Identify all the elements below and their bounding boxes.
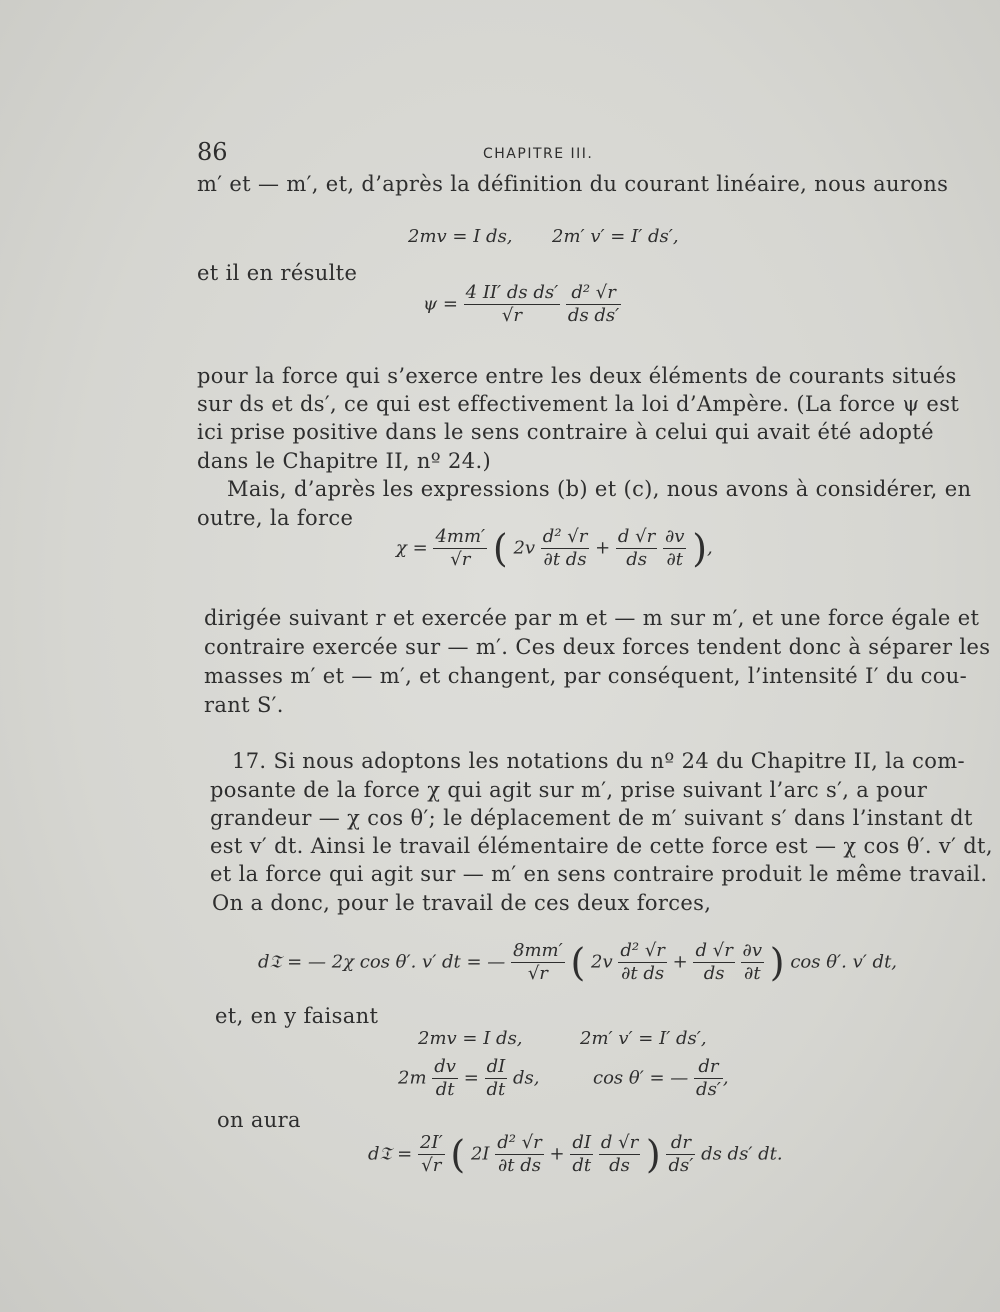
plus-sign: + <box>595 537 611 559</box>
fraction <box>511 940 565 985</box>
fraction <box>495 1132 544 1177</box>
numerator: 4 II′ ds ds′ <box>465 282 559 303</box>
equation-7 <box>368 1132 783 1177</box>
denominator: ∂t ds <box>543 549 587 570</box>
denominator: ds′ <box>696 1079 721 1100</box>
denominator: ∂t ds <box>498 1155 542 1176</box>
fraction <box>663 526 686 571</box>
eq-end: , <box>722 1067 729 1089</box>
equation-1a: 2mv = I ds, <box>408 226 513 247</box>
text-line: dans le Chapitre II, nº 24.) <box>197 449 492 473</box>
eq-lhs: d𝔗 = <box>368 1143 413 1165</box>
text-line: dirigée suivant r et exercée par m et — m sur m′, et une force égale et <box>204 606 980 630</box>
denominator: √r <box>527 963 548 984</box>
eq-end: , <box>707 537 713 559</box>
text-line: et la force qui agit sur — m′ en sens contraire produit le même travail. <box>210 862 988 886</box>
eq-term: 2v <box>513 537 536 559</box>
denominator: √r <box>421 1155 442 1176</box>
text-line: est v′ dt. Ainsi le travail élémentaire de cette force est — χ cos θ′. v′ dt, <box>210 834 993 858</box>
left-paren: ( <box>492 526 508 571</box>
equation-6 <box>398 1056 729 1101</box>
text-line: Mais, d’après les expressions (b) et (c), nous avons à considérer, en <box>227 477 972 501</box>
right-paren: ) <box>692 526 708 571</box>
numerator: ∂v <box>742 940 763 961</box>
equals-sign: = <box>463 1067 479 1089</box>
numerator: 2I′ <box>420 1132 443 1153</box>
text-line: On a donc, pour le travail de ces deux forces, <box>212 891 712 915</box>
denominator: ∂t <box>666 549 683 570</box>
fraction <box>570 1132 593 1177</box>
right-paren: ) <box>769 940 785 985</box>
eq-term: 2v <box>591 951 613 973</box>
text-line: outre, la force <box>197 506 354 530</box>
eq-lhs: χ = <box>396 537 428 559</box>
eq-term: 2I <box>470 1143 490 1165</box>
text-line: contraire exercée sur — m′. Ces deux forces tendent donc à séparer les <box>204 635 991 659</box>
eq-term: cos θ′ = — <box>592 1067 689 1089</box>
eq-term: ds, <box>513 1067 540 1089</box>
fraction <box>666 1132 695 1177</box>
equation-psi <box>423 282 621 327</box>
eq-end: ds ds′ dt. <box>701 1143 783 1165</box>
fraction <box>616 526 657 571</box>
numerator: ∂v <box>664 526 685 547</box>
equation-work <box>258 940 897 985</box>
denominator: ds′ <box>668 1155 694 1176</box>
text-line: on aura <box>217 1108 301 1132</box>
text-line: rant S′. <box>204 693 284 717</box>
fraction <box>741 940 764 985</box>
denominator: ds ds′ <box>567 305 620 326</box>
denominator: √r <box>501 305 522 326</box>
fraction <box>599 1132 640 1177</box>
denominator: ds <box>609 1155 630 1176</box>
fraction <box>464 282 561 327</box>
text-line: posante de la force χ qui agit sur m′, prise suivant l’arc s′, a pour <box>210 778 928 802</box>
equation-1b: 2m′ v′ = I′ ds′, <box>552 226 679 247</box>
text-line: masses m′ et — m′, et changent, par conséquent, l’intensité I′ du cou- <box>204 664 968 688</box>
numerator: d² √r <box>497 1132 542 1153</box>
page-number: 86 <box>197 138 228 166</box>
numerator: dI <box>570 1132 593 1155</box>
numerator: dv <box>434 1056 456 1077</box>
numerator: dr <box>694 1056 723 1079</box>
numerator: d √r <box>617 526 656 547</box>
denominator: ∂t <box>744 963 761 984</box>
eq-end: cos θ′. v′ dt, <box>790 951 898 973</box>
fraction <box>693 940 734 985</box>
equation-chi <box>396 526 713 571</box>
fraction <box>618 940 667 985</box>
eq-lhs: ψ = <box>423 293 458 315</box>
numerator: d √r <box>600 1132 639 1153</box>
eq-lhs: 2m <box>398 1067 427 1089</box>
eq-lhs: d𝔗 = — 2χ cos θ′. v′ dt = — <box>258 951 506 973</box>
equation-5b: 2m′ v′ = I′ ds′, <box>580 1028 707 1049</box>
section-17-start: 17. Si nous adoptons les notations du nº 24 du Chapitre II, la com- <box>232 749 965 773</box>
fraction <box>566 282 621 327</box>
text-line: sur ds et ds′, ce qui est effectivement la loi d’Ampère. (La force ψ est <box>197 392 960 416</box>
text-line: et il en résulte <box>197 261 358 285</box>
numerator: 4mm′ <box>435 526 486 547</box>
fraction <box>432 1056 458 1101</box>
denominator: dt <box>435 1079 455 1100</box>
running-title: CHAPITRE III. <box>483 146 594 162</box>
equation-5a: 2mv = I ds, <box>418 1028 523 1049</box>
numerator: d² √r <box>566 282 621 305</box>
plus-sign: + <box>672 951 688 973</box>
fraction <box>541 526 590 571</box>
fraction <box>418 1132 445 1177</box>
text-line: et, en y faisant <box>215 1004 379 1028</box>
fraction <box>433 526 487 571</box>
denominator: √r <box>450 549 471 570</box>
denominator: dt <box>486 1079 506 1100</box>
denominator: dt <box>572 1155 592 1176</box>
denominator: ds <box>626 549 647 570</box>
text-line: grandeur — χ cos θ′; le déplacement de m′ suivant s′ dans l’instant dt <box>210 806 973 830</box>
fraction <box>485 1056 508 1101</box>
numerator: dr <box>666 1132 695 1155</box>
text-line: ici prise positive dans le sens contraire à celui qui avait été adopté <box>197 420 934 444</box>
right-paren: ) <box>645 1132 661 1177</box>
numerator: d √r <box>695 940 733 961</box>
left-paren: ( <box>570 940 586 985</box>
fraction <box>694 1056 723 1101</box>
plus-sign: + <box>549 1143 565 1165</box>
numerator: dI <box>485 1056 508 1079</box>
denominator: ds <box>703 963 725 984</box>
numerator: d² √r <box>542 526 588 547</box>
numerator: d² √r <box>620 940 665 961</box>
text-line: pour la force qui s’exerce entre les deux éléments de courants situés <box>197 364 957 388</box>
numerator: 8mm′ <box>513 940 563 961</box>
text-line: m′ et — m′, et, d’après la définition du courant linéaire, nous aurons <box>197 172 949 196</box>
denominator: ∂t ds <box>621 963 665 984</box>
left-paren: ( <box>450 1132 466 1177</box>
